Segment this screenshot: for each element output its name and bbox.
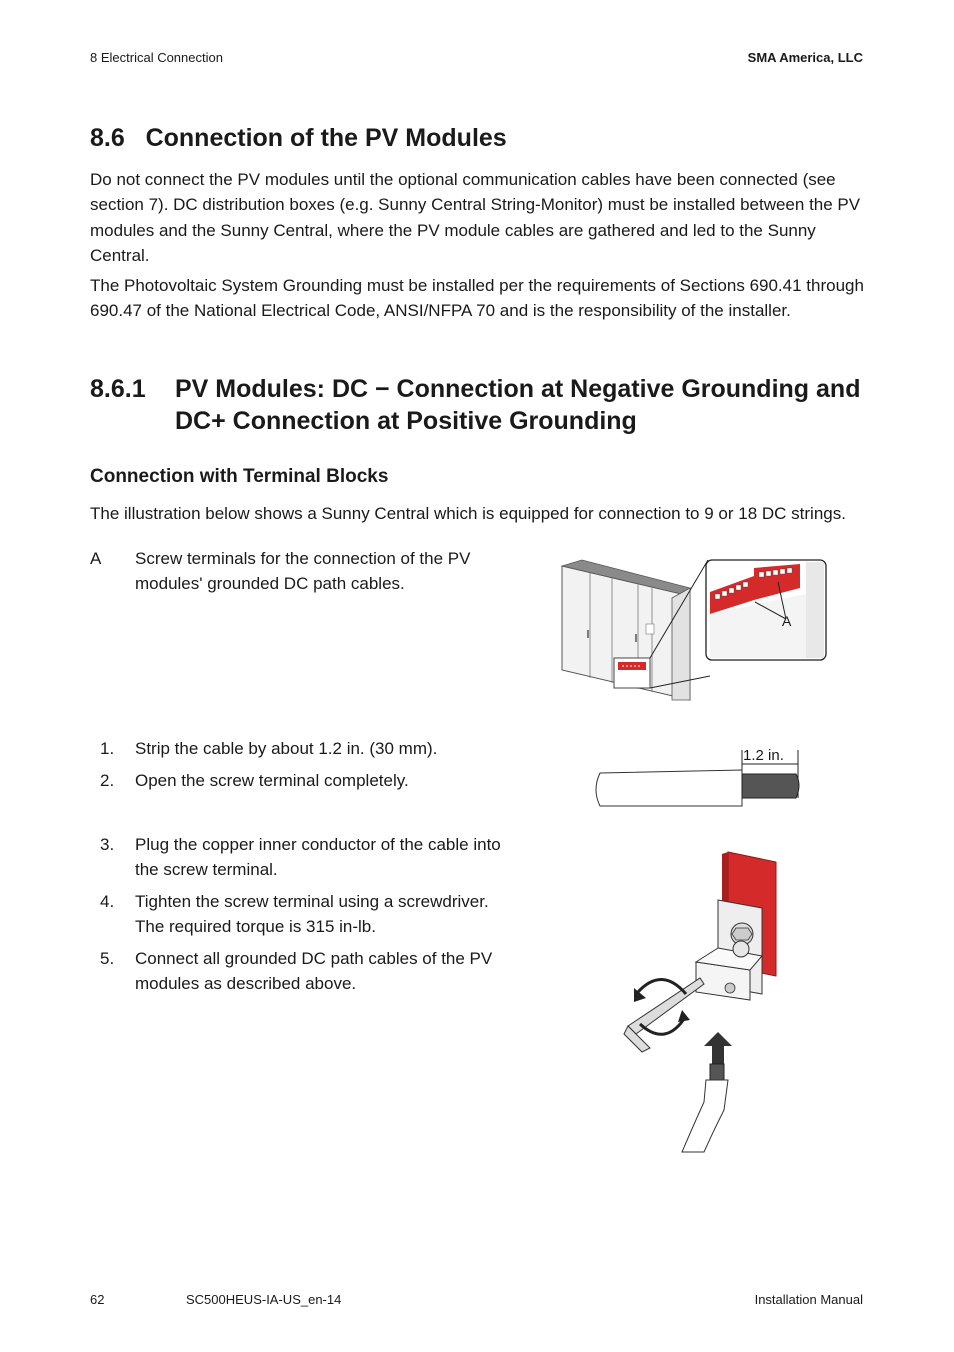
legend-label: A bbox=[90, 549, 102, 568]
step-number: 4. bbox=[100, 892, 115, 911]
step-number: 2. bbox=[100, 771, 115, 790]
cable-conductor bbox=[742, 774, 799, 798]
legend-text: Screw terminals for the connection of the PV modules' grounded DC path cables. bbox=[135, 549, 471, 593]
step-5 bbox=[100, 946, 560, 998]
cable-strip-figure bbox=[590, 740, 805, 812]
cable bbox=[682, 1080, 728, 1152]
subsection-number: 8.6.1 bbox=[90, 375, 146, 403]
terminal-figure bbox=[600, 848, 800, 1154]
insert-arrow bbox=[704, 1032, 732, 1064]
footer-page-number: 62 bbox=[90, 1292, 105, 1307]
section-title: 8.6 Connection of the PV Modules bbox=[90, 124, 507, 152]
step-3 bbox=[100, 832, 560, 884]
cabinet-figure bbox=[560, 558, 830, 704]
cable-conductor-end bbox=[710, 1064, 724, 1080]
legend-item bbox=[90, 546, 550, 596]
section-paragraph-1: Do not connect the PV modules until the optional communication cables have been connected (see section 7). DC distribution boxes (e.g. Sunny Central String-Monitor) must be installed between the PV modules and the Sunny Central, where the PV module cables are gathered and led to the Sunny Central. bbox=[90, 170, 861, 265]
step-number: 5. bbox=[100, 949, 115, 968]
step-text: Connect all grounded DC path cables of the PV modules as described above. bbox=[135, 949, 493, 993]
step-number: 1. bbox=[100, 739, 115, 758]
step-2 bbox=[100, 768, 560, 794]
step-text: Strip the cable by about 1.2 in. (30 mm). bbox=[135, 739, 438, 758]
section-paragraph-2: The Photovoltaic System Grounding must be installed per the requirements of Sections 690.41 through 690.47 of the National Electrical Code, ANSI/NFPA 70 and is the responsibility of the installer. bbox=[90, 276, 864, 321]
intro-paragraph: The illustration below shows a Sunny Central which is equipped for connection to 9 or 18 DC strings. bbox=[90, 504, 846, 523]
step-1 bbox=[100, 736, 560, 762]
step-text: Open the screw terminal completely. bbox=[135, 771, 409, 790]
subsubsection-title: Connection with Terminal Blocks bbox=[90, 466, 389, 487]
cable-insulation bbox=[596, 770, 742, 806]
footer-doc-id: SC500HEUS-IA-US_en-14 bbox=[186, 1292, 342, 1307]
subsection-title: PV Modules: DC − Connection at Negative Grounding and DC+ Connection at Positive Grounding bbox=[175, 375, 861, 435]
screw-hole bbox=[725, 983, 735, 993]
step-text: Tighten the screw terminal using a screwdriver. The required torque is 315 in-lb. bbox=[135, 892, 489, 936]
header-company: SMA America, LLC bbox=[747, 50, 863, 65]
step-4 bbox=[100, 889, 560, 941]
step-text: Plug the copper inner conductor of the cable into the screw terminal. bbox=[135, 835, 501, 879]
cabinet-callout-label: A bbox=[782, 613, 792, 629]
footer-doc-type: Installation Manual bbox=[754, 1292, 863, 1307]
step-number: 3. bbox=[100, 835, 115, 854]
header-chapter: 8 Electrical Connection bbox=[90, 50, 223, 65]
hex-key bbox=[628, 978, 704, 1034]
strip-length-label: 1.2 in. bbox=[743, 747, 784, 764]
